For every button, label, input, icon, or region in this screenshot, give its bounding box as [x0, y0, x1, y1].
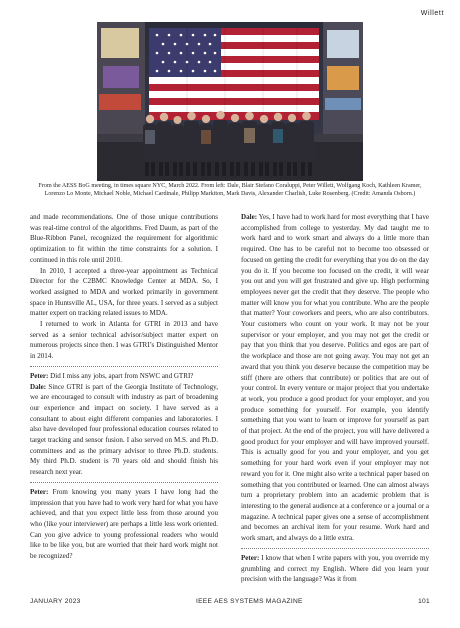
dotted-separator: [30, 482, 218, 483]
question-paragraph: [30, 487, 218, 562]
answer-text: Since GTRI is part of the Georgia Institute of Technology, we are encouraged to consult with industry as part of broadening our experience and impact on society. I have served as a consultant to about eight different companies and laboratories. I also have developed four professional education courses related to target tracking and sensor fusion. I also served on M.S. and Ph.D. committees and as the primary advisor to three Ph.D. students. My third Ph.D. student is 70 years old and should finish his research next year.: [30, 382, 218, 477]
dotted-separator: [241, 548, 429, 549]
speaker-label: Peter:: [241, 553, 260, 562]
photo-caption: From the AESS BoG meeting, in times square NYC, March 2022. From left: Dale, Blair Stefano Coraluppi, Peter Willett, Wolfgang Koch, Kathleen Kramer, Lorenzo Lo Monte, Michael Noble, Michael Cardinale, Philipp Markiton, Mark Davis, Alexander Charlish, Luke Rosenberg. (Credit: Amanda Osborn.): [38, 183, 422, 197]
question-paragraph: [30, 371, 218, 382]
answer-paragraph: [30, 382, 218, 478]
footer-page-number: 101: [418, 598, 430, 605]
speaker-label: Dale:: [241, 213, 258, 221]
question-text: I know that when I write papers with you, you override my grumbling and correct my English. Where did you learn your precision with the language? Was it from: [241, 553, 429, 584]
photo-illustration: [97, 22, 363, 181]
footer-date: JANUARY 2023: [30, 598, 81, 605]
paragraph: I returned to work in Atlanta for GTRI in 2013 and have served as a senior technical advisor/subject matter expert on numerous projects since then. I was GTRI’s Distinguished Mentor in 2014.: [30, 320, 218, 361]
paragraph: and made recommendations. One of those unique contributions was real-time control of the algorithms. Fred Daum, as part of the Blue-Ribbon Panel, recognized the requirement for algorithmic optimization to fit within the time constraints for a solution. I continued in this role until 2010.: [30, 213, 218, 264]
speaker-label: Dale:: [30, 382, 47, 391]
page-footer: [30, 598, 430, 605]
question-text: From knowing you many years I have long had the impression that you have had to work very hard for what you have achieved, and that you expect little less from those around you who (like your interviewer) are perhaps a little less work oriented. Can you give advice to young professional readers who would like to be like you, but are worried that their hard work might not be recognized?: [30, 487, 218, 561]
running-header-author: Willett: [420, 10, 444, 17]
answer-paragraph: [241, 212, 429, 544]
group-photo: [97, 22, 363, 181]
question-paragraph: [241, 553, 429, 585]
dotted-separator: [30, 366, 218, 367]
left-column: [30, 212, 218, 562]
answer-text: Yes, I have had to work hard for most everything that I have accomplished from college to yesterday. My dad taught me to work hard and to work smart and always do a little more than required. One has to be careful not to become too obsessed or focused on getting the credit for everything that you do on the day you do it. If you become too focused on the credit, it will wear you out and you will get frustrated and give up. High performing employees never get the credit that they deserve. The people who matter will know you for what you contribute. Who are the people that matter? Your coworkers and peers, who are also contributors. Your customers who count on your work. It may not be your supervisor or your employer, and you may not get the credit or pay that you think that you deserve. Politics and egos are part of the workplace and those are not going away. You may not get an award that you think you deserve because the competition may be stiff (there are others that contribute) or politics that are out of your control. In every venture or major project that you undertake at work, you produce a good product for your employer, and you produce something for yourself. For example, you identify something that you want to learn or improve for yourself as part of that project. At the end of the project, you will have delivered a good product for your employer and will have improved yourself. This is actually good for you and your employer, and you get something for your hard work even if your employer may not reward you for it. One might also write a technical paper based on something that you contributed or learned. One can almost always turn a proprietary problem into an academic problem that is interesting to the general audience at a conference or a journal or a magazine. A technical paper gives one a sense of accomplishment and becomes an archival item for your resume. Work hard and work smart, and always do a little extra.: [241, 213, 429, 543]
question-text: Did I miss any jobs, apart from NSWC and GTRI?: [48, 371, 194, 380]
speaker-label: Peter:: [30, 371, 49, 380]
speaker-label: Peter:: [30, 487, 49, 496]
paragraph: In 2010, I accepted a three-year appointment as Technical Director for the C2BMC Knowledge Center at MDA. So, I worked assigned to MDA and worked primarily in government space in Huntsville AL, USA, for three years. I served as a subject matter expert on tracking related issues to MDA.: [30, 266, 218, 318]
right-column: [241, 212, 429, 585]
footer-magazine: IEEE AES SYSTEMS MAGAZINE: [195, 598, 303, 605]
